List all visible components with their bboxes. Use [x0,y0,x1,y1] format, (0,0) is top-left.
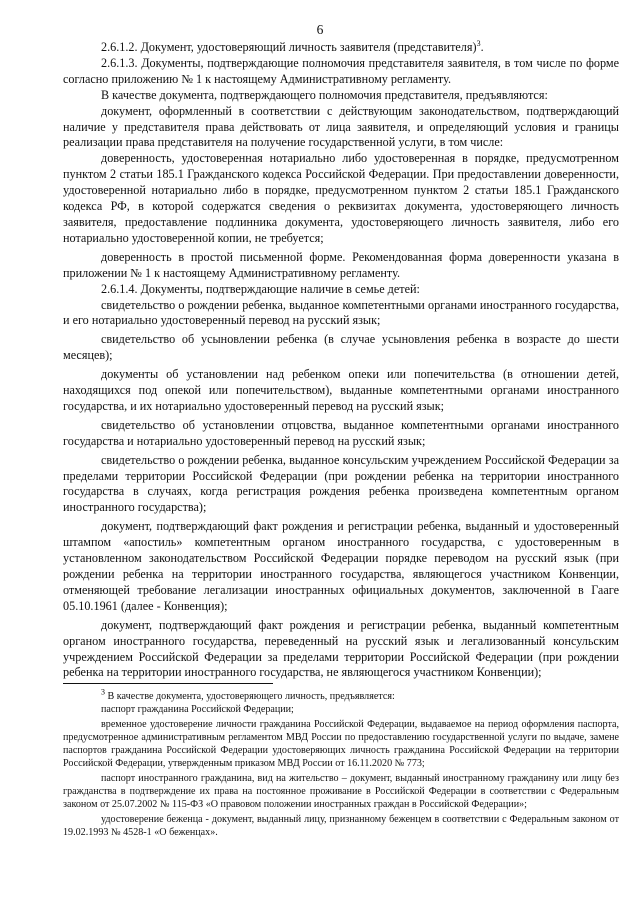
footnote-item-passport: паспорт гражданина Российской Федерации; [101,704,294,715]
document-body [63,40,619,681]
paragraph-2-6-1-3: 2.6.1.3. Документы, подтверждающие полномочия представителя заявителя, в том числе по форме согласно приложению № 1 к настоящему Административному регламенту. [63,55,619,86]
footnotes [63,687,619,839]
page-number: 6 [316,22,324,37]
paragraph-simple-proxy: доверенность в простой письменной форме. Рекомендованная форма доверенности указана в приложении № 1 к настоящему Административному регламенту. [63,249,619,280]
paragraph-legalized-document: документ, подтверждающий факт рождения и регистрации ребенка, выданный компетентным органом иностранного государства, переведенный на русский язык и легализованный консульским учреждением Российской Федерации за пределами территории Российской Федерации (при рождении ребенка на территории иностранного государства, не являющегося участником Конвенции); [63,617,619,680]
paragraph-consular-birth-certificate: свидетельство о рождении ребенка, выданное консульским учреждением Российской Федерации за пределами территории Российской Федерации (при рождении ребенка на территории иностранного государства в случаях, когда регистрация рождения ребенка произведена компетентным органом иностранного государства); [63,452,619,515]
paragraph-text: 2.6.1.2. Документ, удостоверяющий личность заявителя (представителя) [101,40,477,54]
paragraph-2-6-1-2: 2.6.1.2. Документ, удостоверяющий личность заявителя (представителя)$^3$. [101,38,484,54]
footnote-3 [63,687,619,703]
paragraph-adoption-certificate: свидетельство об усыновлении ребенка (в случае усыновления ребенка в возрасте до шести месяцев); [63,332,619,363]
footnote-separator [63,683,273,684]
footnote-item-refugee-id: удостоверение беженца - документ, выданный лицу, признанному беженцем в соответствии с Федеральным законом от 19.02.1993 № 4528-1 «О беженцах». [63,814,619,838]
paragraph-paternity-certificate: свидетельство об установлении отцовства, выданное компетентными органами иностранного государства и нотариально удостоверенный перевод на русский язык; [63,417,619,448]
paragraph-guardianship-docs: документы об установлении над ребенком опеки или попечительства (в отношении детей, находящихся под опекой или попечительством), выданные компетентными органами иностранного государства, и их нотариально удостоверенный перевод на русский язык; [63,367,619,413]
paragraph-2-6-1-4: 2.6.1.4. Документы, подтверждающие наличие в семье детей: [101,281,420,296]
paragraph-apostille-document: документ, подтверждающий факт рождения и регистрации ребенка, выданный и удостоверенный штампом «апостиль» компетентным органом иностранного государства, с удостоверенным в установленном законодательством Российской Федерации порядке переводом на русский язык (при рождении ребенка на территории иностранного государства, являющегося участником Конвенции, отменяющей требование легализации иностранных официальных документов, заключенной в Гааге 05.10.1961 (далее - Конвенция); [63,519,619,613]
footnote-marker: 3 [101,687,105,697]
paragraph-notarial-proxy: доверенность, удостоверенная нотариально либо удостоверенная в порядке, предусмотренном пунктом 2 статьи 185.1 Гражданского кодекса Российской Федерации. При предоставлении доверенности, удостоверенной нотариально либо в порядке, предусмотренном пунктом 2 статьи 185.1 Гражданского кодекса РФ, в которой содержатся сведения о реквизитах документа, удостоверяющего личность заявителя, предоставление подлинника документа, удостоверяющего личность заявителя, либо его нотариально удостоверенной копии, не требуется; [63,151,619,245]
footnote-text: В качестве документа, удостоверяющего личность, предъявляется: [107,691,395,702]
footnote-reference: 3 [476,38,481,48]
paragraph-birth-certificate-foreign: свидетельство о рождении ребенка, выданное компетентными органами иностранного государства, и его нотариально удостоверенный перевод на русский язык; [63,297,619,328]
footnote-item-foreign-passport: паспорт иностранного гражданина, вид на жительство – документ, выданный иностранному гражданину или лицу без гражданства в подтверждение их права на постоянное проживание в Российской Федерации в соответствии с Федеральным законом от 25.07.2002 № 115-ФЗ «О правовом положении иностранных граждан в Российской Федерации»; [63,773,619,810]
footnote-item-temporary-id: временное удостоверение личности гражданина Российской Федерации, выдаваемое на период оформления паспорта, предусмотренное административным регламентом МВД России по предоставлению государственной услуги по выдаче, замене паспортов гражданина Российской Федерации удостоверяющих личность гражданина Российской Федерации на территории Российской Федерации, утвержденным приказом МВД России от 16.11.2020 № 773; [63,719,619,769]
paragraph-document-formed: документ, оформленный в соответствии с действующим законодательством, подтверждающий наличие у представителя права действовать от лица заявителя, и определяющий условия и границы реализации права представителя на получение государственной услуги, в том числе: [63,103,619,150]
paragraph-representative-docs: В качестве документа, подтверждающего полномочия представителя, предъявляются: [101,87,548,102]
